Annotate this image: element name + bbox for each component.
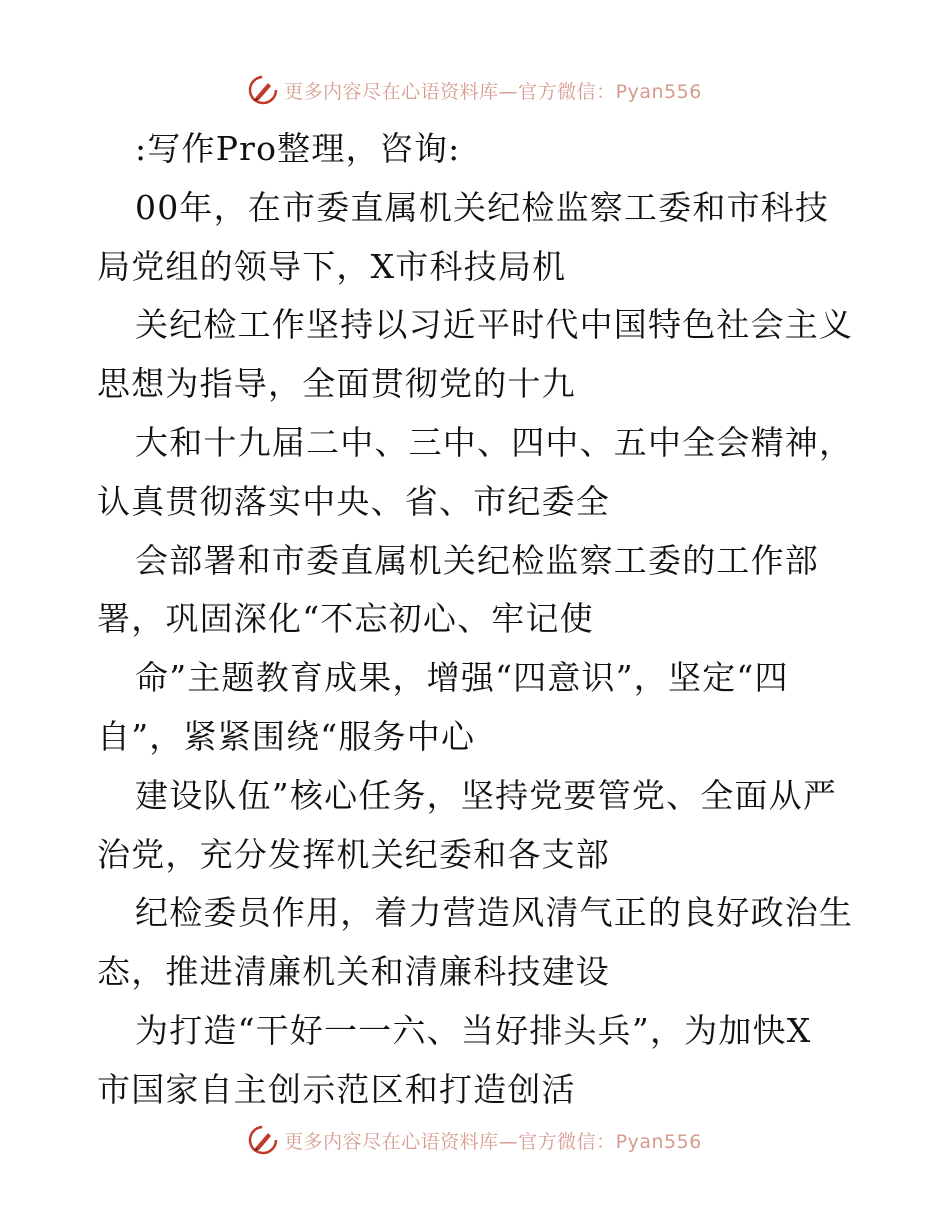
body-line: 命”主题教育成果，增强“四意识”，坚定“四 xyxy=(135,658,789,698)
footer-banner xyxy=(0,1120,950,1160)
body-line: 市国家自主创示范区和打造创活 xyxy=(97,1069,576,1109)
body-line: 00年，在市委直属机关纪检监察工委和市科技 xyxy=(135,187,830,227)
pen-logo-icon xyxy=(248,75,278,105)
pen-logo-icon xyxy=(248,1125,278,1155)
body-line: 自”，紧紧围绕“服务中心 xyxy=(97,716,476,756)
body-line: 会部署和市委直属机关纪检监察工委的工作部 xyxy=(135,540,819,580)
body-line: 大和十九届二中、三中、四中、五中全会精神， xyxy=(135,422,854,462)
footer-banner-text: 更多内容尽在心语资料库—官方微信：Pyan556 xyxy=(284,1130,702,1153)
body-line: 署，巩固深化“不忘初心、牢记使 xyxy=(97,599,594,639)
body-line: 思想为指导，全面贯彻党的十九 xyxy=(97,364,576,404)
body-line: 认真贯彻落实中央、省、市纪委全 xyxy=(97,481,610,521)
header-banner xyxy=(0,70,950,110)
body-line: 纪检委员作用，着力营造风清气正的良好政治生 xyxy=(135,893,854,933)
header-banner-text: 更多内容尽在心语资料库—官方微信：Pyan556 xyxy=(284,80,702,103)
body-line: 为打造“干好一一六、当好排头兵”，为加快X xyxy=(135,1010,812,1050)
body-line: 治党，充分发挥机关纪委和各支部 xyxy=(97,834,610,874)
body-line: 建设队伍”核心任务，坚持党要管党、全面从严 xyxy=(135,775,838,815)
document-body xyxy=(97,120,867,1120)
body-line: 局党组的领导下，X市科技局机 xyxy=(97,246,567,286)
body-line: :写作Pro整理，咨询: xyxy=(135,129,461,168)
body-line: 态，推进清廉机关和清廉科技建设 xyxy=(97,952,610,992)
body-line: 关纪检工作坚持以习近平时代中国特色社会主义 xyxy=(135,305,854,345)
